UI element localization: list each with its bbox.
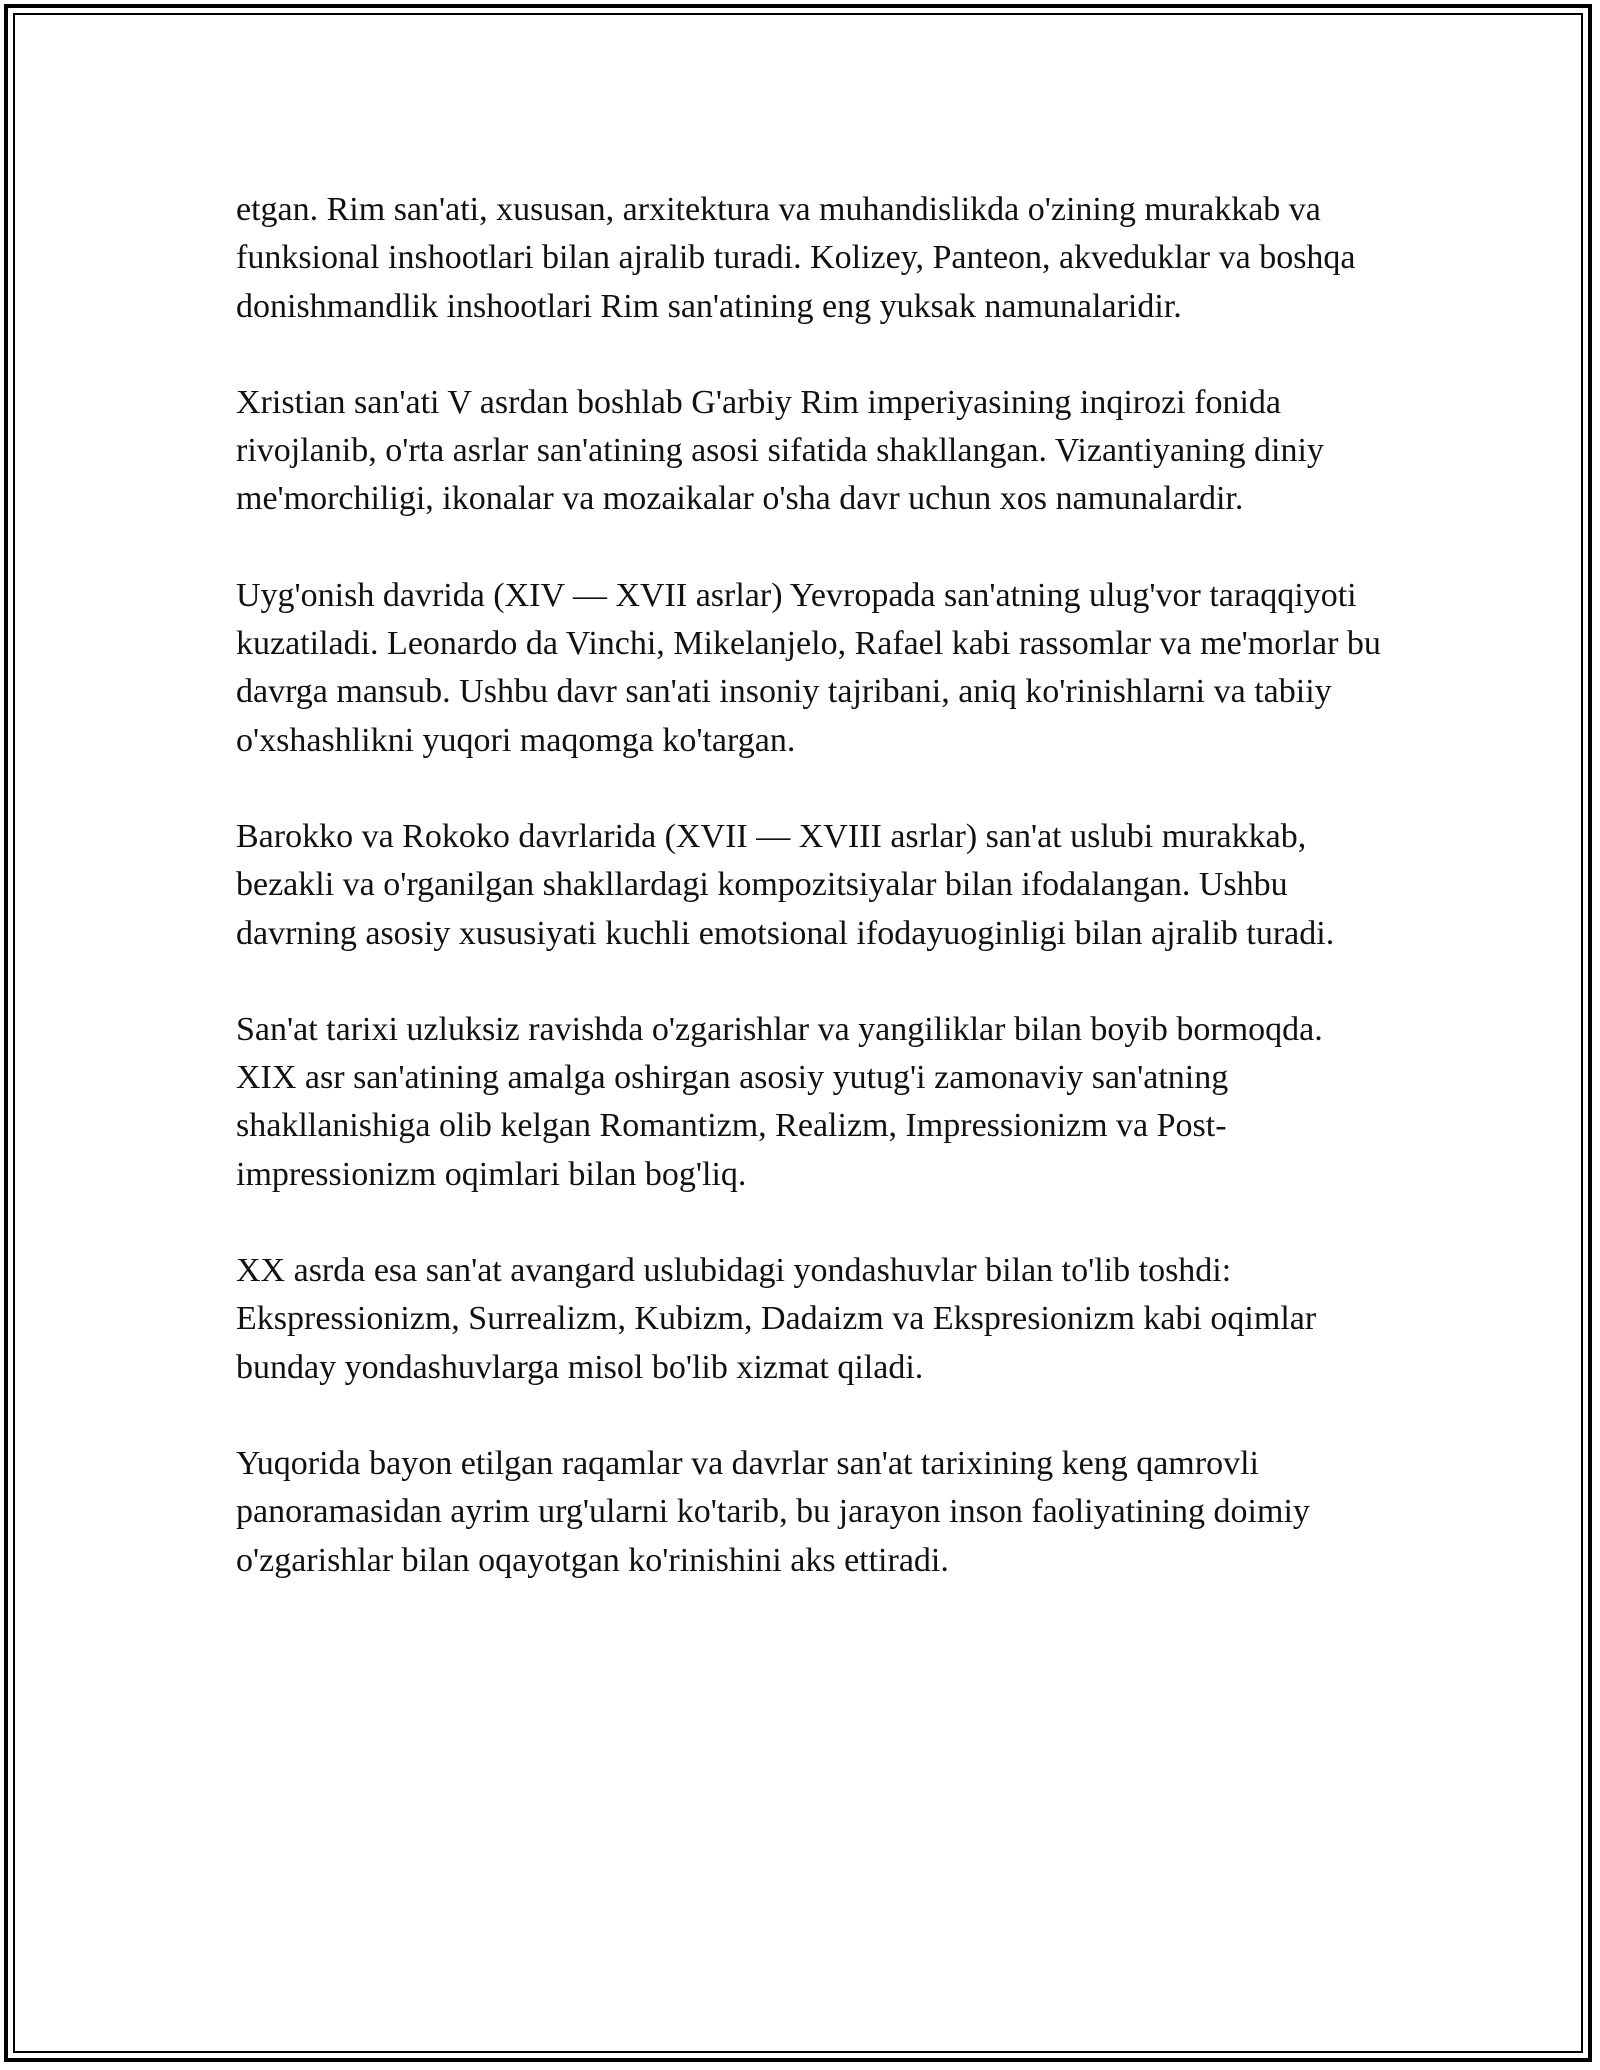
paragraph-conclusion: Yuqorida bayon etilgan raqamlar va davrlar san'at tarixining keng qamrovli panoramasidan ayrim urg'ularni ko'tarib, bu jarayon inson faoliyatining doimiy o'zgarishlar bilan oqayotgan ko'rinishini aks ettiradi.	[236, 1444, 1310, 1579]
paragraph-twentieth-century: XX asrda esa san'at avangard uslubidagi yondashuvlar bilan to'lib toshdi: Ekspressionizm, Surrealizm, Kubizm, Dadaizm va Ekspresionizm kabi oqimlar bunday yondashuvlarga misol bo'lib xizmat qiladi.	[236, 1252, 1317, 1386]
document-body	[236, 186, 1386, 1633]
paragraph-roman-art: etgan. Rim san'ati, xususan, arxitektura va muhandislikda o'zining murakkab va funksional inshootlari bilan ajralib turadi. Kolizey, Panteon, akveduklar va boshqa donishmandlik inshootlari Rim san'atining eng yuksak namunalaridir.	[236, 191, 1356, 325]
paragraph-nineteenth-century: San'at tarixi uzluksiz ravishda o'zgarishlar va yangiliklar bilan boyib bormoqda. XIX asr san'atining amalga oshirgan asosiy yutug'i zamonaviy san'atning shakllanishiga olib kelgan Romantizm, Realizm, Impressionizm va Post-impressionizm oqimlari bilan bog'liq.	[236, 1010, 1323, 1193]
paragraph-baroque-rococo: Barokko va Rokoko davrlarida (XVII — XVIII asrlar) san'at uslubi murakkab, bezakli va o'rganilgan shakllardagi kompozitsiyalar bilan ifodalangan. Ushbu davrning asosiy xususiyati kuchli emotsional ifodayuoginligi bilan ajralib turadi.	[236, 817, 1335, 952]
paragraph-renaissance: Uyg'onish davrida (XIV — XVII asrlar) Yevropada san'atning ulug'vor taraqqiyoti kuzatiladi. Leonardo da Vinchi, Mikelanjelo, Rafael kabi rassomlar va me'morlar bu davrga mansub. Ushbu davr san'ati insoniy tajribani, aniq ko'rinishlarni va tabiiy o'xshashlikni yuqori maqomga ko'targan.	[236, 576, 1381, 759]
paragraph-christian-art: Xristian san'ati V asrdan boshlab G'arbiy Rim imperiyasining inqirozi fonida rivojlanib, o'rta asrlar san'atining asosi sifatida shakllangan. Vizantiyaning diniy me'morchiligi, ikonalar va mozaikalar o'sha davr uchun xos namunalardir.	[236, 383, 1324, 518]
